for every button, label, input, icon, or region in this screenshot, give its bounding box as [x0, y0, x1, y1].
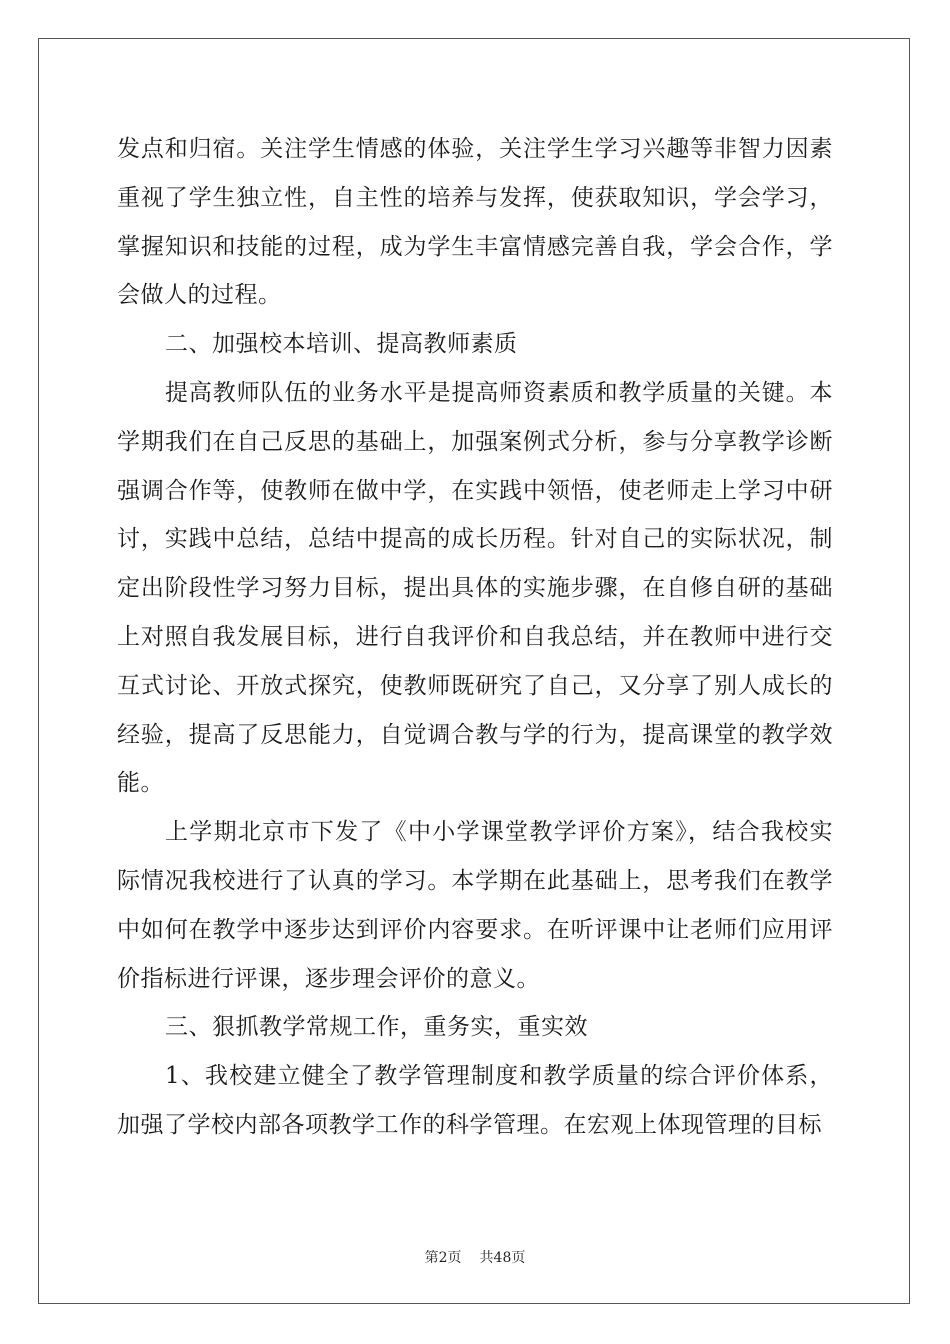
page-footer — [0, 1247, 950, 1267]
paragraph-6: 1、我校建立健全了教学管理制度和教学质量的综合评价体系，加强了学校内部各项教学工作的科学管理。在宏观上体现管理的目标 — [117, 1063, 833, 1138]
section-heading-3: 三、狠抓教学常规工作，重务实，重实效 — [165, 1014, 588, 1041]
page-number: 第2页 — [424, 1250, 462, 1266]
page-total: 共48页 — [479, 1250, 526, 1266]
paragraph-3: 提高教师队伍的业务水平是提高师资素质和教学质量的关键。本学期我们在自己反思的基础上，加强案例式分析，参与分享教学诊断强调合作等，使教师在做中学，在实践中领悟，使老师走上学习中研讨，实践中总结，总结中提高的成长历程。针对自己的实际状况，制定出阶段性学习努力目标，提出具体的实施步骤，在自修自研的基础上对照自我发展目标，进行自我评价和自我总结，并在教师中进行交互式讨论、开放式探究，使教师既研究了自己，又分享了别人成长的经验，提高了反思能力，自觉调合教与学的行为，提高课堂的教学效能。 — [117, 379, 833, 797]
paragraph-1: 发点和归宿。关注学生情感的体验，关注学生学习兴趣等非智力因素重视了学生独立性，自主性的培养与发挥，使获取知识，学会学习，掌握知识和技能的过程，成为学生丰富情感完善自我，学会合作，学会做人的过程。 — [117, 136, 833, 309]
section-heading-2: 二、加强校本培训、提高教师素质 — [165, 331, 518, 358]
document-body — [117, 125, 833, 1150]
paragraph-4: 上学期北京市下发了《中小学课堂教学评价方案》，结合我校实际情况我校进行了认真的学习。本学期在此基础上，思考我们在教学中如何在教学中逐步达到评价内容要求。在听评课中让老师们应用评价指标进行评课，逐步理会评价的意义。 — [117, 819, 833, 992]
